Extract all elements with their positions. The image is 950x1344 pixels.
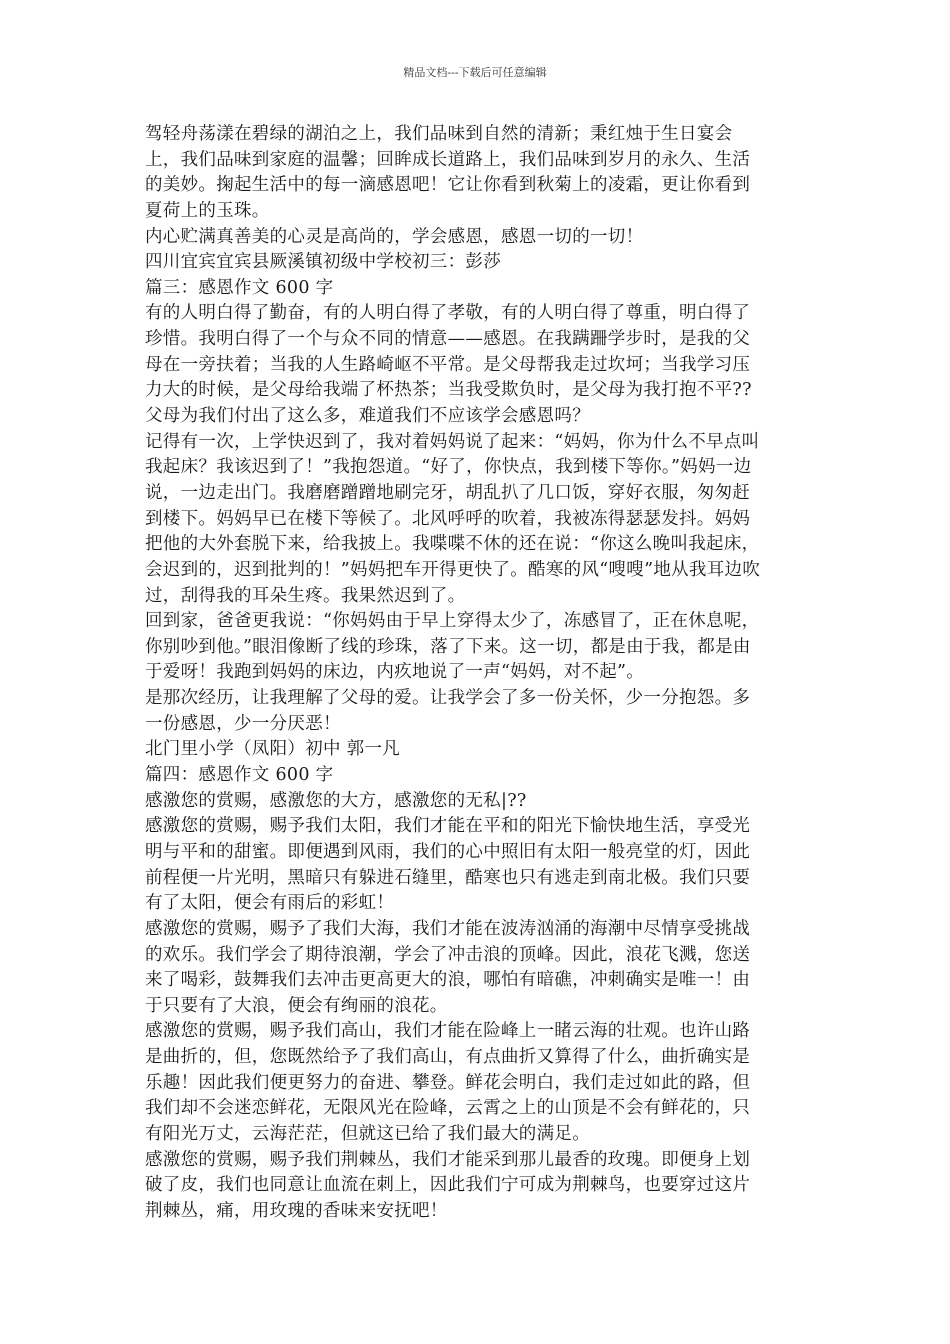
text-line: 内心贮满真善美的心灵是高尚的，学会感恩，感恩一切的一切！	[145, 226, 644, 247]
text-line: 力大的时候，是父母给我端了杯热茶；当我受欺负时，是父母为我打抱不平??	[145, 380, 752, 401]
text-line: 会迟到的，迟到批判的！”妈妈把车开得更快了。酷寒的风“嗖嗖”地从我耳边吹	[145, 559, 761, 580]
text-line: 珍惜。我明白得了一个与众不同的情意——感恩。在我蹒跚学步时，是我的父	[145, 329, 751, 350]
text-line: 破了皮，我们也同意让血流在刺上，因此我们宁可成为荆棘鸟，也要穿过这片	[145, 1175, 751, 1196]
text-line: 是那次经历，让我理解了父母的爱。让我学会了多一份关怀，少一分抱怨。多	[145, 688, 751, 709]
text-line: 母在一旁扶着；当我的人生路崎岖不平常。是父母帮我走过坎坷；当我学习压	[145, 354, 751, 375]
text-line: 有阳光万丈，云海茫茫，但就这已给了我们最大的满足。	[145, 1123, 590, 1144]
text-line: 父母为我们付出了这么多，难道我们不应该学会感恩吗？	[145, 406, 590, 427]
text-line: 于只要有了大浪，便会有绚丽的浪花。	[145, 995, 448, 1016]
text-line: 感激您的赏赐，赐予我们太阳，我们才能在平和的阳光下愉快地生活，享受光	[145, 816, 751, 837]
document-body	[145, 122, 813, 1225]
author-line: 四川宜宾宜宾县厥溪镇初级中学校初三：彭莎	[145, 252, 501, 273]
text-line: 夏荷上的玉珠。	[145, 200, 270, 221]
text-line: 记得有一次，上学快迟到了，我对着妈妈说了起来：“妈妈，你为什么不早点叫	[145, 431, 760, 452]
text-line: 驾轻舟荡漾在碧绿的湖泊之上，我们品味到自然的清新；秉红烛于生日宴会	[145, 124, 733, 144]
text-line: 有的人明白得了勤奋，有的人明白得了孝敬，有的人明白得了尊重，明白得了	[145, 303, 751, 324]
text-line: 回到家，爸爸更我说：“你妈妈由于早上穿得太少了，冻感冒了，正在休息呢，	[145, 611, 760, 632]
text-line: 感激您的赏赐，赐予我们荆棘丛，我们才能采到那儿最香的玫瑰。即便身上划	[145, 1149, 751, 1170]
text-line: 前程便一片光明，黑暗只有躲进石缝里，酷寒也只有逃走到南北极。我们只要	[145, 867, 751, 888]
text-line: 过，刮得我的耳朵生疼。我果然迟到了。	[145, 585, 466, 606]
text-line: 是曲折的，但，您既然给予了我们高山，有点曲折又算得了什么，曲折确实是	[145, 1047, 751, 1068]
text-line: 的欢乐。我们学会了期待浪潮，学会了冲击浪的顶峰。因此，浪花飞溅，您送	[145, 944, 751, 965]
text-line: 你别吵到他。”眼泪像断了线的珍珠，落了下来。这一切，都是由于我，都是由	[145, 636, 751, 657]
text-line: 于爱呀！我跑到妈妈的床边，内疚地说了一声“妈妈，对不起”。	[145, 662, 645, 683]
text-line: 有了太阳，便会有雨后的彩虹！	[145, 893, 395, 914]
text-line: 上，我们品味到家庭的温馨；回眸成长道路上，我们品味到岁月的永久、生活	[145, 149, 751, 170]
text-line: 一份感恩，少一分厌恶！	[145, 713, 341, 734]
text-line: 感激您的赏赐，赐予了我们大海，我们才能在波涛汹涌的海潮中尽情享受挑战	[145, 918, 751, 939]
text-line: 说，一边走出门。我磨磨蹭蹭地刷完牙，胡乱扒了几口饭，穿好衣服，匆匆赶	[145, 482, 751, 503]
section-heading: 篇三：感恩作文 600 字	[145, 277, 334, 298]
text-line: 的美妙。掬起生活中的每一滴感恩吧！它让你看到秋菊上的凌霜，更让你看到	[145, 175, 751, 196]
text-line: 荆棘丛，痛，用玫瑰的香味来安抚吧！	[145, 1200, 448, 1221]
text-line: 我起床？我该迟到了！”我抱怨道。“好了，你快点，我到楼下等你。”妈妈一边	[145, 457, 752, 478]
section-heading: 篇四：感恩作文 600 字	[145, 765, 334, 786]
text-line: 我们却不会迷恋鲜花，无限风光在险峰，云霄之上的山顶是不会有鲜花的，只	[145, 1098, 751, 1119]
text-line: 把他的大外套脱下来，给我披上。我喋喋不休的还在说：“你这么晚叫我起床，	[145, 534, 760, 555]
text-line: 明与平和的甜蜜。即便遇到风雨，我们的心中照旧有太阳一般亮堂的灯，因此	[145, 841, 751, 862]
text-line: 到楼下。妈妈早已在楼下等候了。北风呼呼的吹着，我被冻得瑟瑟发抖。妈妈	[145, 508, 751, 529]
text-line: 乐趣！因此我们便更努力的奋进、攀登。鲜花会明白，我们走过如此的路，但	[145, 1072, 751, 1093]
page-header: 精品文档---下载后可任意编辑	[403, 66, 547, 79]
text-line: 来了喝彩，鼓舞我们去冲击更高更大的浪，哪怕有暗礁，冲刺确实是唯一！由	[145, 970, 751, 991]
author-line: 北门里小学（凤阳）初中 郭一凡	[145, 739, 401, 760]
text-line: 感激您的赏赐，感激您的大方，感激您的无私|??	[145, 790, 527, 811]
text-line: 感激您的赏赐，赐予我们高山，我们才能在险峰上一睹云海的壮观。也许山路	[145, 1021, 751, 1042]
